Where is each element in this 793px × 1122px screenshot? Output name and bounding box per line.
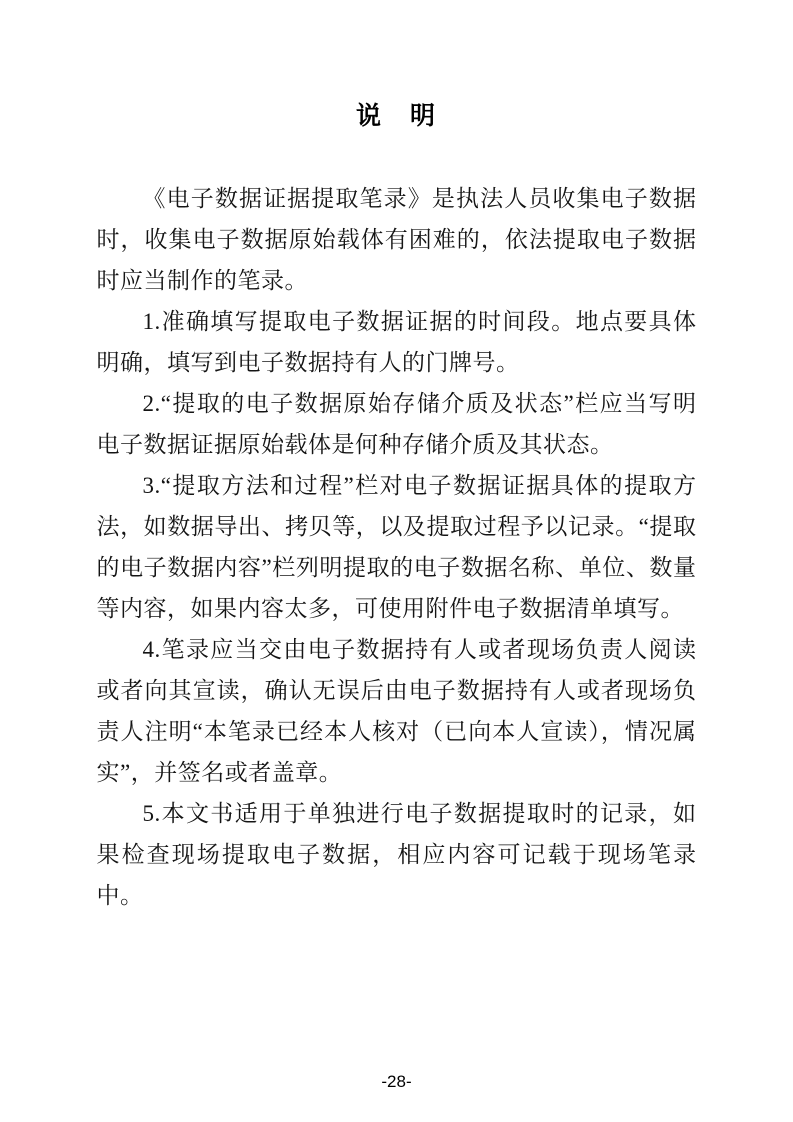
paragraph-item-2: 2.“提取的电子数据原始存储介质及状态”栏应当写明电子数据证据原始载体是何种存储介质及其状态。 xyxy=(96,391,697,457)
page-number: -28- xyxy=(381,1072,412,1091)
paragraph-item-3: 3.“提取方法和过程”栏对电子数据证据具体的提取方法，如数据导出、拷贝等，以及提取过程予以记录。“提取的电子数据内容”栏列明提取的电子数据名称、单位、数量等内容，如果内容太多，可使用附件电子数据清单填写。 xyxy=(96,473,697,621)
paragraph-item-1: 1.准确填写提取电子数据证据的时间段。地点要具体明确，填写到电子数据持有人的门牌号。 xyxy=(96,309,697,375)
page-title: 说 明 xyxy=(355,103,437,130)
paragraph-item-5: 5.本文书适用于单独进行电子数据提取时的记录，如果检查现场提取电子数据，相应内容可记载于现场笔录中。 xyxy=(96,801,697,908)
document-body xyxy=(97,178,697,916)
paragraph-item-4: 4.笔录应当交由电子数据持有人或者现场负责人阅读或者向其宣读，确认无误后由电子数据持有人或者现场负责人注明“本笔录已经本人核对（已向本人宣读），情况属实”，并签名或者盖章。 xyxy=(96,637,697,785)
paragraph-intro: 《电子数据证据提取笔录》是执法人员收集电子数据时，收集电子数据原始载体有困难的，依法提取电子数据时应当制作的笔录。 xyxy=(96,186,697,293)
